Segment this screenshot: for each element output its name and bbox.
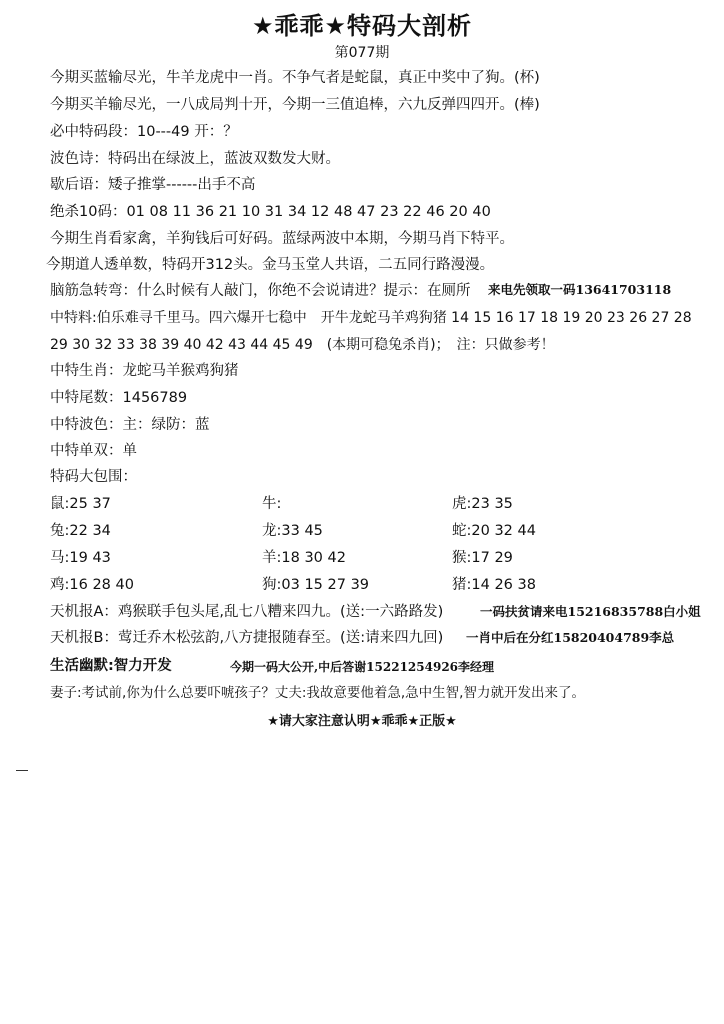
page-title: ★乖乖★特码大剖析 [251, 12, 473, 40]
text-line-3: 必中特码段：10---49 开：？ [50, 124, 238, 140]
text-line-9: 脑筋急转弯：什么时候有人敲门，你绝不会说请进？提示：在厕所 [50, 283, 471, 299]
text-line-16: 特码大包围： [50, 469, 137, 485]
text-line-7: 今期生肖看家禽，羊狗钱后可好码。蓝绿两波中本期，今期马肖下特平。 [50, 231, 514, 247]
zodiac-cell: 虎:23 35 [452, 496, 513, 512]
side-note-4: 今期一码大公开,中后答谢15221254926李经理 [230, 660, 495, 674]
text-line-10: 中特料:伯乐难寻千里马。四六爆开七稳中 开牛龙蛇马羊鸡狗猪 14 15 16 17 18 19 20 23 26 27 28 [50, 310, 692, 326]
zodiac-cell: 猴:17 29 [452, 550, 513, 566]
text-line-1: 今期买蓝输尽光，牛羊龙虎中一肖。不争气者是蛇鼠，真正中奖中了狗。(杯) [50, 70, 540, 86]
humor-label: 生活幽默:智力开发 [50, 658, 172, 674]
issue-number: 第077期 [334, 45, 390, 61]
zodiac-cell: 鸡:16 28 40 [50, 577, 134, 593]
text-line-14: 中特波色：主：绿防：蓝 [50, 417, 210, 433]
text-line-4: 波色诗：特码出在绿波上，蓝波双数发大财。 [50, 151, 340, 167]
zodiac-cell: 龙:33 45 [262, 523, 323, 539]
zodiac-cell: 蛇:20 32 44 [452, 523, 536, 539]
text-line-15: 中特单双：单 [50, 443, 137, 459]
text-line-2: 今期买羊输尽光，一八成局判十开，今期一三值追棒，六九反弹四四开。(棒) [50, 97, 540, 113]
footer-note: ★请大家注意认明★乖乖★正版★ [267, 714, 457, 729]
text-line-13: 中特尾数：1456789 [50, 390, 188, 406]
humor-text: 妻子:考试前,你为什么总要吓唬孩子？丈夫:我故意要他着急,急中生智,智力就开发出来了。 [50, 685, 585, 701]
text-line-5: 歇后语：矮子推掌------出手不高 [50, 177, 256, 193]
zodiac-cell: 猪:14 26 38 [452, 577, 536, 593]
zodiac-cell: 马:19 43 [50, 550, 111, 566]
tianji-a: 天机报A：鸡猴联手包头尾,乱七八糟来四九。(送:一六路路发) [50, 604, 444, 620]
text-line-6: 绝杀10码：01 08 11 36 21 10 31 34 12 48 47 23 22 46 20 40 [50, 204, 491, 220]
side-note-1: 来电先领取一码13641703118 [488, 282, 672, 297]
divider [16, 770, 28, 771]
text-line-11: 29 30 32 33 38 39 40 42 43 44 45 49 (本期可稳兔杀肖)； 注：只做参考！ [50, 337, 555, 353]
zodiac-cell: 鼠:25 37 [50, 496, 111, 512]
text-line-12: 中特生肖：龙蛇马羊猴鸡狗猪 [50, 363, 239, 379]
zodiac-cell: 牛: [262, 496, 282, 512]
side-note-2: 一码扶贫请来电15216835788白小姐 [480, 604, 701, 619]
zodiac-cell: 狗:03 15 27 39 [262, 577, 370, 593]
tianji-b: 天机报B：莺迁乔木松弦韵,八方捷报随春至。(送:请来四九回) [50, 630, 444, 646]
side-note-3: 一肖中后在分红15820404789李总 [466, 630, 675, 645]
text-line-8: 今期道人透单数，特码开312头。金马玉堂人共语，二五同行路漫漫。 [46, 257, 495, 273]
zodiac-cell: 羊:18 30 42 [262, 550, 346, 566]
zodiac-cell: 兔:22 34 [50, 523, 111, 539]
